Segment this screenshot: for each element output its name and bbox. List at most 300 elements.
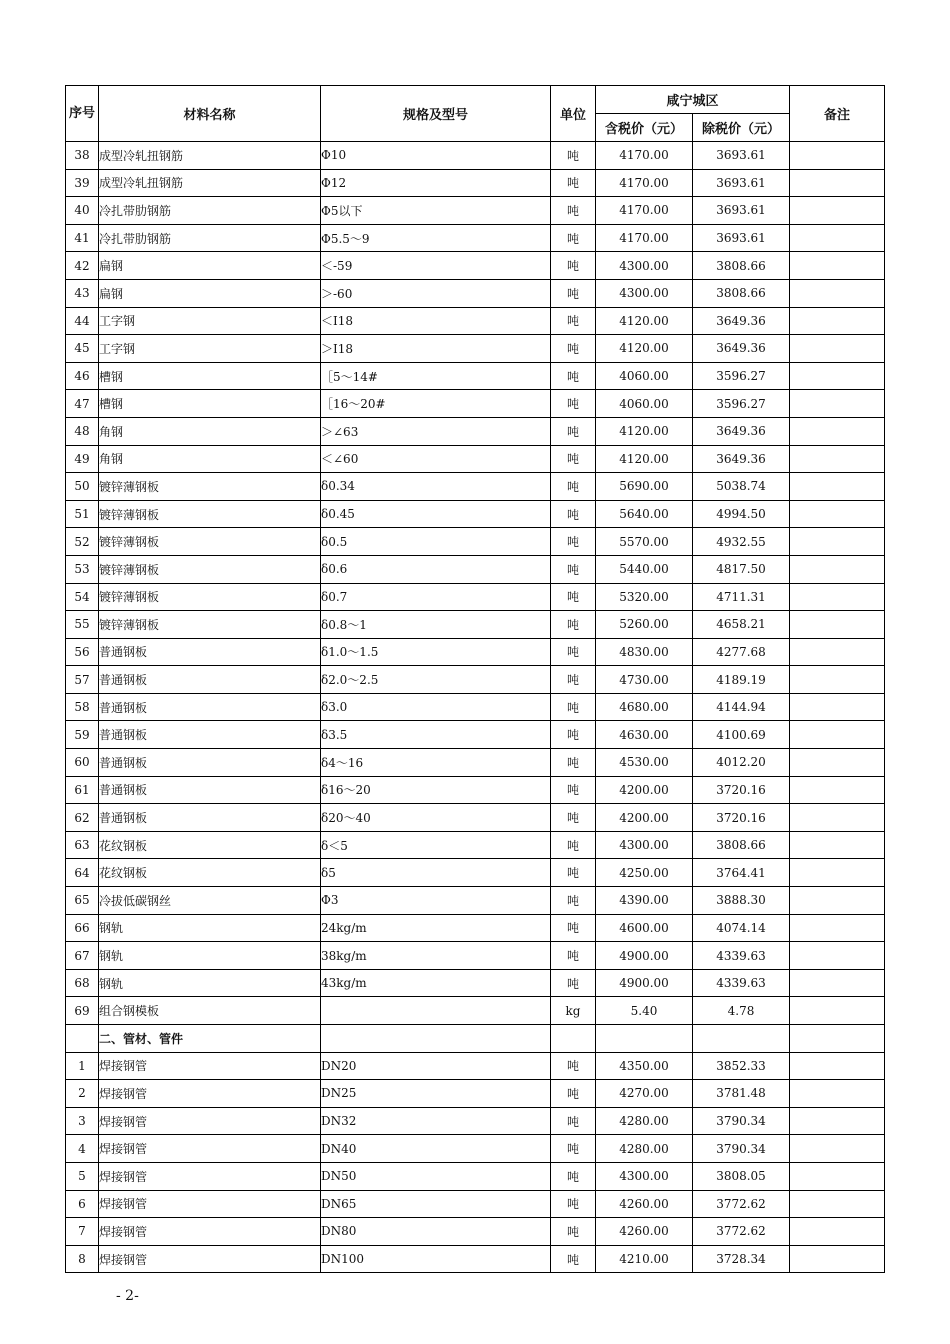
price-tax-cell: 4250.00 — [596, 859, 693, 887]
seq-cell: 52 — [66, 528, 99, 556]
table-row — [66, 555, 885, 583]
unit-cell: 吨 — [551, 942, 596, 970]
unit-cell: 吨 — [551, 390, 596, 418]
header-seq: 序号 — [66, 86, 99, 142]
seq-cell: 61 — [66, 776, 99, 804]
spec-cell: ＜Ⅰ18 — [321, 307, 551, 335]
price-tax-cell: 4280.00 — [596, 1107, 693, 1135]
unit-cell: 吨 — [551, 169, 596, 197]
seq-cell: 51 — [66, 500, 99, 528]
spec-cell: δ＜5 — [321, 831, 551, 859]
remark-cell — [790, 1218, 885, 1246]
price-notax-cell: 4144.94 — [693, 693, 790, 721]
header-price-with-tax: 含税价（元） — [596, 114, 693, 142]
seq-cell: 45 — [66, 335, 99, 363]
table-row — [66, 1080, 885, 1108]
remark-cell — [790, 252, 885, 280]
seq-cell: 60 — [66, 749, 99, 777]
spec-cell: δ3.5 — [321, 721, 551, 749]
remark-cell — [790, 749, 885, 777]
price-notax-cell: 3596.27 — [693, 362, 790, 390]
spec-cell: DN25 — [321, 1080, 551, 1108]
unit-cell: 吨 — [551, 362, 596, 390]
price-tax-cell: 4900.00 — [596, 969, 693, 997]
unit-cell: 吨 — [551, 555, 596, 583]
price-tax-cell: 4170.00 — [596, 169, 693, 197]
remark-cell — [790, 307, 885, 335]
remark-cell — [790, 445, 885, 473]
price-tax-cell: 5570.00 — [596, 528, 693, 556]
price-notax-cell: 4932.55 — [693, 528, 790, 556]
remark-cell — [790, 197, 885, 225]
spec-cell: δ0.5 — [321, 528, 551, 556]
price-tax-cell — [596, 1025, 693, 1053]
spec-cell: 38kg/m — [321, 942, 551, 970]
material-name-cell: 花纹钢板 — [99, 859, 321, 887]
material-name-cell: 焊接钢管 — [99, 1245, 321, 1273]
remark-cell — [790, 417, 885, 445]
price-tax-cell: 4060.00 — [596, 362, 693, 390]
price-tax-cell: 4210.00 — [596, 1245, 693, 1273]
price-tax-cell: 5320.00 — [596, 583, 693, 611]
seq-cell: 66 — [66, 914, 99, 942]
header-region: 咸宁城区 — [596, 86, 790, 114]
seq-cell: 5 — [66, 1162, 99, 1190]
price-notax-cell: 4994.50 — [693, 500, 790, 528]
remark-cell — [790, 528, 885, 556]
remark-cell — [790, 776, 885, 804]
seq-cell: 2 — [66, 1080, 99, 1108]
price-notax-cell: 3808.66 — [693, 252, 790, 280]
unit-cell: 吨 — [551, 804, 596, 832]
seq-cell: 42 — [66, 252, 99, 280]
seq-cell: 8 — [66, 1245, 99, 1273]
remark-cell — [790, 1025, 885, 1053]
table-row — [66, 804, 885, 832]
table-row — [66, 611, 885, 639]
material-name-cell: 普通钢板 — [99, 666, 321, 694]
price-tax-cell: 4280.00 — [596, 1135, 693, 1163]
material-name-cell: 普通钢板 — [99, 776, 321, 804]
table-body — [66, 142, 885, 1273]
spec-cell: DN80 — [321, 1218, 551, 1246]
table-row — [66, 638, 885, 666]
table-row — [66, 721, 885, 749]
remark-cell — [790, 1052, 885, 1080]
unit-cell: 吨 — [551, 335, 596, 363]
price-table — [65, 85, 885, 1273]
remark-cell — [790, 1080, 885, 1108]
price-tax-cell: 4170.00 — [596, 142, 693, 170]
unit-cell: 吨 — [551, 528, 596, 556]
price-notax-cell: 3808.66 — [693, 831, 790, 859]
spec-cell — [321, 1025, 551, 1053]
price-tax-cell: 4630.00 — [596, 721, 693, 749]
table-row — [66, 693, 885, 721]
price-notax-cell: 3649.36 — [693, 445, 790, 473]
table-row — [66, 224, 885, 252]
section-title: 二、管材、管件 — [99, 1025, 321, 1053]
remark-cell — [790, 1135, 885, 1163]
unit-cell: 吨 — [551, 1218, 596, 1246]
price-notax-cell: 3720.16 — [693, 776, 790, 804]
price-notax-cell: 3649.36 — [693, 307, 790, 335]
spec-cell: δ0.8～1 — [321, 611, 551, 639]
table-row — [66, 887, 885, 915]
spec-cell: DN65 — [321, 1190, 551, 1218]
unit-cell: 吨 — [551, 500, 596, 528]
unit-cell: 吨 — [551, 749, 596, 777]
remark-cell — [790, 555, 885, 583]
price-tax-cell: 5440.00 — [596, 555, 693, 583]
seq-cell — [66, 1025, 99, 1053]
price-tax-cell: 4120.00 — [596, 445, 693, 473]
unit-cell: 吨 — [551, 142, 596, 170]
table-row — [66, 1218, 885, 1246]
price-tax-cell: 4530.00 — [596, 749, 693, 777]
material-name-cell: 镀锌薄钢板 — [99, 528, 321, 556]
material-name-cell: 冷拔低碳钢丝 — [99, 887, 321, 915]
price-notax-cell: 4339.63 — [693, 969, 790, 997]
table-row — [66, 666, 885, 694]
seq-cell: 48 — [66, 417, 99, 445]
unit-cell: 吨 — [551, 1052, 596, 1080]
price-tax-cell: 4350.00 — [596, 1052, 693, 1080]
seq-cell: 49 — [66, 445, 99, 473]
seq-cell: 7 — [66, 1218, 99, 1246]
price-tax-cell: 4680.00 — [596, 693, 693, 721]
spec-cell: δ0.45 — [321, 500, 551, 528]
unit-cell: 吨 — [551, 1080, 596, 1108]
price-notax-cell: 3852.33 — [693, 1052, 790, 1080]
unit-cell: 吨 — [551, 583, 596, 611]
price-notax-cell: 5038.74 — [693, 473, 790, 501]
table-row — [66, 473, 885, 501]
unit-cell: 吨 — [551, 914, 596, 942]
price-notax-cell: 4817.50 — [693, 555, 790, 583]
spec-cell: 24kg/m — [321, 914, 551, 942]
price-tax-cell: 4390.00 — [596, 887, 693, 915]
material-name-cell: 镀锌薄钢板 — [99, 473, 321, 501]
price-tax-cell: 5640.00 — [596, 500, 693, 528]
price-notax-cell: 3764.41 — [693, 859, 790, 887]
price-notax-cell: 3781.48 — [693, 1080, 790, 1108]
price-tax-cell: 4170.00 — [596, 197, 693, 225]
seq-cell: 59 — [66, 721, 99, 749]
remark-cell — [790, 611, 885, 639]
unit-cell: 吨 — [551, 1190, 596, 1218]
unit-cell: 吨 — [551, 224, 596, 252]
seq-cell: 46 — [66, 362, 99, 390]
material-name-cell: 角钢 — [99, 417, 321, 445]
price-notax-cell — [693, 1025, 790, 1053]
unit-cell: 吨 — [551, 776, 596, 804]
seq-cell: 64 — [66, 859, 99, 887]
material-name-cell: 工字钢 — [99, 307, 321, 335]
spec-cell: δ0.7 — [321, 583, 551, 611]
spec-cell: ［5～14# — [321, 362, 551, 390]
remark-cell — [790, 1245, 885, 1273]
unit-cell — [551, 1025, 596, 1053]
price-notax-cell: 4711.31 — [693, 583, 790, 611]
remark-cell — [790, 1107, 885, 1135]
remark-cell — [790, 473, 885, 501]
material-name-cell: 焊接钢管 — [99, 1052, 321, 1080]
table-row — [66, 997, 885, 1025]
price-notax-cell: 4074.14 — [693, 914, 790, 942]
unit-cell: 吨 — [551, 197, 596, 225]
remark-cell — [790, 1190, 885, 1218]
table-row — [66, 859, 885, 887]
price-tax-cell: 4120.00 — [596, 417, 693, 445]
unit-cell: 吨 — [551, 445, 596, 473]
price-tax-cell: 4200.00 — [596, 776, 693, 804]
remark-cell — [790, 942, 885, 970]
spec-cell: DN100 — [321, 1245, 551, 1273]
remark-cell — [790, 693, 885, 721]
seq-cell: 56 — [66, 638, 99, 666]
unit-cell: 吨 — [551, 831, 596, 859]
remark-cell — [790, 997, 885, 1025]
material-name-cell: 扁钢 — [99, 252, 321, 280]
remark-cell — [790, 804, 885, 832]
seq-cell: 62 — [66, 804, 99, 832]
remark-cell — [790, 859, 885, 887]
unit-cell: 吨 — [551, 417, 596, 445]
unit-cell: 吨 — [551, 307, 596, 335]
spec-cell: Φ12 — [321, 169, 551, 197]
material-name-cell: 槽钢 — [99, 390, 321, 418]
spec-cell: DN32 — [321, 1107, 551, 1135]
spec-cell: DN20 — [321, 1052, 551, 1080]
price-notax-cell: 3596.27 — [693, 390, 790, 418]
table-row — [66, 1052, 885, 1080]
price-notax-cell: 3649.36 — [693, 417, 790, 445]
price-tax-cell: 4730.00 — [596, 666, 693, 694]
material-name-cell: 角钢 — [99, 445, 321, 473]
remark-cell — [790, 362, 885, 390]
table-row — [66, 362, 885, 390]
price-tax-cell: 4900.00 — [596, 942, 693, 970]
seq-cell: 55 — [66, 611, 99, 639]
table-row — [66, 914, 885, 942]
price-tax-cell: 4170.00 — [596, 224, 693, 252]
remark-cell — [790, 638, 885, 666]
price-notax-cell: 4277.68 — [693, 638, 790, 666]
seq-cell: 44 — [66, 307, 99, 335]
price-notax-cell: 4100.69 — [693, 721, 790, 749]
price-tax-cell: 4600.00 — [596, 914, 693, 942]
spec-cell — [321, 997, 551, 1025]
table-row — [66, 528, 885, 556]
header-price-without-tax: 除税价（元） — [693, 114, 790, 142]
remark-cell — [790, 583, 885, 611]
material-name-cell: 组合钢模板 — [99, 997, 321, 1025]
page-number: - 2- — [116, 1288, 139, 1304]
spec-cell: δ4～16 — [321, 749, 551, 777]
spec-cell: ＞∠63 — [321, 417, 551, 445]
unit-cell: 吨 — [551, 1107, 596, 1135]
seq-cell: 69 — [66, 997, 99, 1025]
table-row — [66, 1245, 885, 1273]
spec-cell: ＜-59 — [321, 252, 551, 280]
unit-cell: 吨 — [551, 666, 596, 694]
price-notax-cell: 4658.21 — [693, 611, 790, 639]
material-name-cell: 冷扎带肋钢筋 — [99, 224, 321, 252]
material-name-cell: 焊接钢管 — [99, 1162, 321, 1190]
material-name-cell: 槽钢 — [99, 362, 321, 390]
material-name-cell: 成型冷轧扭钢筋 — [99, 142, 321, 170]
spec-cell: δ0.34 — [321, 473, 551, 501]
material-name-cell: 普通钢板 — [99, 804, 321, 832]
spec-cell: δ5 — [321, 859, 551, 887]
unit-cell: 吨 — [551, 279, 596, 307]
material-name-cell: 镀锌薄钢板 — [99, 611, 321, 639]
spec-cell: ＞Ⅰ18 — [321, 335, 551, 363]
price-notax-cell: 3808.05 — [693, 1162, 790, 1190]
unit-cell: 吨 — [551, 693, 596, 721]
material-name-cell: 花纹钢板 — [99, 831, 321, 859]
table-row — [66, 500, 885, 528]
material-name-cell: 焊接钢管 — [99, 1218, 321, 1246]
material-name-cell: 普通钢板 — [99, 721, 321, 749]
material-name-cell: 冷扎带肋钢筋 — [99, 197, 321, 225]
spec-cell: Φ3 — [321, 887, 551, 915]
price-notax-cell: 3808.66 — [693, 279, 790, 307]
spec-cell: DN40 — [321, 1135, 551, 1163]
spec-cell: Φ10 — [321, 142, 551, 170]
seq-cell: 54 — [66, 583, 99, 611]
table-row — [66, 445, 885, 473]
unit-cell: 吨 — [551, 969, 596, 997]
seq-cell: 38 — [66, 142, 99, 170]
price-tax-cell: 4060.00 — [596, 390, 693, 418]
seq-cell: 1 — [66, 1052, 99, 1080]
table-row — [66, 1135, 885, 1163]
seq-cell: 63 — [66, 831, 99, 859]
table-row — [66, 279, 885, 307]
material-name-cell: 钢轨 — [99, 942, 321, 970]
table-row — [66, 335, 885, 363]
price-tax-cell: 5.40 — [596, 997, 693, 1025]
section-row — [66, 1025, 885, 1053]
seq-cell: 40 — [66, 197, 99, 225]
price-notax-cell: 3693.61 — [693, 197, 790, 225]
remark-cell — [790, 390, 885, 418]
table-row — [66, 776, 885, 804]
price-notax-cell: 3649.36 — [693, 335, 790, 363]
seq-cell: 50 — [66, 473, 99, 501]
price-notax-cell: 3772.62 — [693, 1218, 790, 1246]
table-row — [66, 749, 885, 777]
material-name-cell: 镀锌薄钢板 — [99, 555, 321, 583]
material-name-cell: 扁钢 — [99, 279, 321, 307]
price-notax-cell: 4339.63 — [693, 942, 790, 970]
unit-cell: 吨 — [551, 1162, 596, 1190]
table-header — [66, 86, 885, 142]
remark-cell — [790, 914, 885, 942]
header-unit: 单位 — [551, 86, 596, 142]
seq-cell: 57 — [66, 666, 99, 694]
price-notax-cell: 3728.34 — [693, 1245, 790, 1273]
price-notax-cell: 4189.19 — [693, 666, 790, 694]
table-row — [66, 390, 885, 418]
spec-cell: ＞-60 — [321, 279, 551, 307]
unit-cell: 吨 — [551, 721, 596, 749]
seq-cell: 65 — [66, 887, 99, 915]
price-tax-cell: 4270.00 — [596, 1080, 693, 1108]
unit-cell: 吨 — [551, 1135, 596, 1163]
table-row — [66, 1107, 885, 1135]
header-remark: 备注 — [790, 86, 885, 142]
price-notax-cell: 3772.62 — [693, 1190, 790, 1218]
remark-cell — [790, 224, 885, 252]
price-tax-cell: 4120.00 — [596, 307, 693, 335]
spec-cell: δ16～20 — [321, 776, 551, 804]
seq-cell: 41 — [66, 224, 99, 252]
remark-cell — [790, 169, 885, 197]
table-row — [66, 169, 885, 197]
table-row — [66, 307, 885, 335]
price-notax-cell: 3790.34 — [693, 1135, 790, 1163]
seq-cell: 58 — [66, 693, 99, 721]
price-tax-cell: 4200.00 — [596, 804, 693, 832]
unit-cell: 吨 — [551, 252, 596, 280]
material-name-cell: 镀锌薄钢板 — [99, 583, 321, 611]
price-tax-cell: 4300.00 — [596, 279, 693, 307]
table-row — [66, 1162, 885, 1190]
table-row — [66, 831, 885, 859]
material-name-cell: 焊接钢管 — [99, 1107, 321, 1135]
table-row — [66, 1190, 885, 1218]
spec-cell: δ1.0～1.5 — [321, 638, 551, 666]
table-row — [66, 583, 885, 611]
spec-cell: δ20～40 — [321, 804, 551, 832]
remark-cell — [790, 335, 885, 363]
seq-cell: 67 — [66, 942, 99, 970]
header-material-name: 材料名称 — [99, 86, 321, 142]
material-name-cell: 普通钢板 — [99, 638, 321, 666]
price-tax-cell: 4300.00 — [596, 1162, 693, 1190]
remark-cell — [790, 721, 885, 749]
spec-cell: 43kg/m — [321, 969, 551, 997]
material-name-cell: 普通钢板 — [99, 749, 321, 777]
seq-cell: 3 — [66, 1107, 99, 1135]
seq-cell: 39 — [66, 169, 99, 197]
remark-cell — [790, 1162, 885, 1190]
unit-cell: 吨 — [551, 859, 596, 887]
spec-cell: Φ5.5～9 — [321, 224, 551, 252]
seq-cell: 6 — [66, 1190, 99, 1218]
material-name-cell: 焊接钢管 — [99, 1080, 321, 1108]
spec-cell: δ2.0～2.5 — [321, 666, 551, 694]
price-tax-cell: 4830.00 — [596, 638, 693, 666]
material-name-cell: 成型冷轧扭钢筋 — [99, 169, 321, 197]
price-tax-cell: 4300.00 — [596, 252, 693, 280]
price-notax-cell: 3720.16 — [693, 804, 790, 832]
price-notax-cell: 3693.61 — [693, 224, 790, 252]
material-name-cell: 焊接钢管 — [99, 1135, 321, 1163]
spec-cell: δ3.0 — [321, 693, 551, 721]
unit-cell: 吨 — [551, 887, 596, 915]
spec-cell: ［16～20# — [321, 390, 551, 418]
table-row — [66, 142, 885, 170]
header-spec: 规格及型号 — [321, 86, 551, 142]
table-row — [66, 969, 885, 997]
seq-cell: 68 — [66, 969, 99, 997]
price-notax-cell: 3693.61 — [693, 169, 790, 197]
material-name-cell: 镀锌薄钢板 — [99, 500, 321, 528]
